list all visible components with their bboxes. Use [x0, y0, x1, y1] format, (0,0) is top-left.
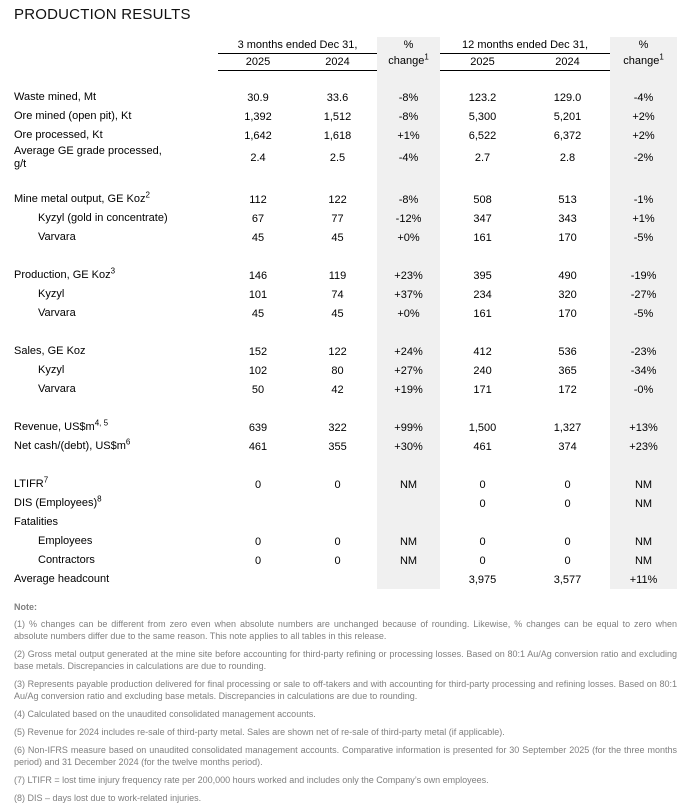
row-label: Kyzyl: [38, 288, 65, 300]
header-row-groups: [14, 37, 677, 54]
row-label: Kyzyl (gold in concentrate): [38, 212, 168, 224]
cell-3m-2024: 119: [328, 269, 347, 282]
cell-3m-2024: 1,618: [323, 129, 352, 142]
cell-3m-change: -12%: [377, 209, 440, 228]
footnote-ref-2: 2: [145, 190, 150, 200]
footnotes-section: [14, 602, 677, 804]
cell-12m-change: +2%: [610, 126, 677, 145]
cell-12m-2024: 2.8: [559, 152, 576, 164]
cell-12m-2025: 461: [473, 440, 492, 453]
footnote-6: (6) Non-IFRS measure based on unaudited consolidated management accounts. Comparative information is presented for 30 September 2025 (for the three months period) and 31 December 2024 (for the twelve months period).: [14, 745, 677, 767]
row-label: Revenue, $US\$m^{4, 5}$: [14, 418, 109, 433]
cell-3m-2025: 0: [254, 478, 262, 491]
cell-12m-change: NM: [610, 475, 677, 494]
spacer-row: [14, 399, 677, 418]
cell-12m-change: NM: [610, 551, 677, 570]
cell-3m-change: +37%: [377, 285, 440, 304]
row-label: Employees: [38, 535, 93, 547]
cell-12m-2025: 2.7: [474, 152, 491, 164]
cell-12m-2025: 234: [473, 288, 492, 301]
cell-3m-2024: 322: [328, 421, 347, 434]
row-label: Net cash/(debt), $US\$m^6$: [14, 437, 131, 452]
row-label: Varvara: [38, 383, 76, 395]
row-label: Sales, GE Koz: [14, 345, 86, 357]
footnote-ref-6: 6: [125, 437, 131, 447]
cell-12m-change: NM: [610, 494, 677, 513]
page-title: PRODUCTION RESULTS: [14, 6, 191, 23]
table-row-production: [14, 266, 677, 285]
cell-3m-2025: [218, 494, 298, 513]
spacer-row: [14, 71, 677, 89]
cell-3m-change: NM: [377, 551, 440, 570]
cell-12m-2025: 395: [473, 269, 492, 282]
spacer-row: [14, 171, 677, 190]
row-label: DIS (Employees)$^8$: [14, 494, 102, 509]
cell-12m-2025: 0: [479, 535, 486, 548]
footnote-ref-7: 7: [43, 475, 49, 485]
footnote-7: (7) LTIFR = lost time injury frequency rate per 200,000 hours worked and includes only the Company’s own employees.: [14, 775, 489, 785]
table-row-sales: [14, 342, 677, 361]
cell-3m-2025: 639: [248, 421, 268, 434]
cell-12m-2024: 5,201: [553, 110, 582, 123]
cell-12m-2024: 0: [564, 535, 571, 548]
cell-3m-2025: [218, 513, 298, 532]
footnote-ref-4-5: 4, 5: [94, 418, 109, 428]
cell-12m-2025: 0: [479, 554, 486, 567]
cell-12m-2025: 171: [473, 383, 492, 396]
table-row-production-varvara: [14, 304, 677, 323]
cell-12m-2025: 347: [473, 212, 492, 225]
row-label: Ore mined (open pit), Kt: [14, 110, 132, 122]
cell-12m-change: -27%: [610, 285, 677, 304]
header-label-spacer: [14, 37, 218, 54]
cell-12m-2024: 170: [558, 231, 577, 244]
cell-3m-2024: [298, 570, 377, 589]
cell-3m-2025: 1,392: [244, 110, 272, 123]
cell-3m-change: [377, 513, 440, 532]
cell-3m-2025: 0: [254, 535, 262, 548]
cell-3m-2024: 45: [331, 231, 344, 244]
spacer-row: [14, 247, 677, 266]
row-label: Average headcount: [14, 573, 110, 585]
cell-12m-2024: 6,372: [553, 129, 582, 142]
table-row-ore-processed: [14, 126, 677, 145]
cell-12m-2024: 0: [564, 554, 571, 567]
footnote-3: (3) Represents payable production delivered for final processing or sale to off-takers and with accounting for third-party processing and refining losses. Based on 80:1 Au/Ag conversion ratio and excluding base metals. Discrepancies in calculations are due to rounding.: [14, 679, 677, 701]
cell-12m-change: -34%: [610, 361, 677, 380]
table-row-sales-kyzyl: [14, 361, 677, 380]
table-row-ltifr: [14, 475, 677, 494]
cell-3m-2025: 146: [248, 269, 268, 282]
row-label: Fatalities: [14, 516, 59, 528]
notes-heading: Note:: [14, 602, 37, 612]
col-header-2024-3m: 2024: [298, 54, 377, 71]
cell-3m-2024: [298, 494, 377, 513]
cell-12m-2024: 3,577: [553, 573, 582, 586]
cell-12m-2024: 365: [558, 364, 577, 377]
cell-12m-change: -2%: [610, 145, 677, 171]
cell-12m-2025: 412: [473, 345, 492, 358]
cell-12m-2025: 5,300: [468, 110, 497, 123]
cell-12m-2024: 374: [558, 440, 577, 453]
cell-3m-2025: 67: [251, 212, 265, 225]
cell-3m-2025: [218, 570, 298, 589]
cell-12m-change: +2%: [610, 107, 677, 126]
cell-12m-2024: 0: [564, 478, 571, 491]
table-row-average-headcount: [14, 570, 677, 589]
cell-3m-change: NM: [377, 475, 440, 494]
cell-12m-2024: 513: [558, 193, 577, 206]
footnote-ref-1: 1: [424, 52, 429, 62]
cell-3m-2025: 50: [251, 383, 265, 396]
row-label: Varvara: [38, 307, 76, 319]
cell-3m-2024: 122: [328, 193, 347, 206]
cell-3m-2024: 355: [328, 440, 347, 453]
pct-sign: %: [638, 39, 649, 51]
table-row-dis-employees: [14, 494, 677, 513]
production-results-table: [14, 37, 677, 589]
table-row-fatalities: [14, 513, 677, 532]
cell-3m-2024: 0: [334, 554, 341, 567]
table-row-fatalities-contractors: [14, 551, 677, 570]
cell-3m-change: +99%: [377, 418, 440, 437]
table-row-production-kyzyl: [14, 285, 677, 304]
cell-3m-2025: 152: [248, 345, 268, 358]
cell-3m-change: -8%: [377, 190, 440, 209]
row-label: Mine metal output, GE Koz$^2$: [14, 190, 150, 205]
table-row-average-grade: [14, 145, 677, 171]
cell-12m-change: -19%: [610, 266, 677, 285]
cell-3m-change: +0%: [377, 304, 440, 323]
cell-12m-2025: [440, 513, 525, 532]
cell-3m-change: +1%: [377, 126, 440, 145]
cell-12m-2024: 1,327: [553, 421, 582, 434]
cell-12m-change: -4%: [610, 88, 677, 107]
cell-3m-2024: 33.6: [326, 91, 349, 104]
footnote-4: (4) Calculated based on the unaudited consolidated management accounts.: [14, 709, 316, 719]
row-label: Average GE grade processed, g/t: [14, 145, 162, 170]
footnote-1: (1) % changes can be different from zero even when absolute numbers are unchanged because of rounding. Likewise, % changes can be equal to zero when absolute numbers differ due to the same reason. This note applies to all tables in this release.: [14, 619, 677, 641]
footnote-5: (5) Revenue for 2024 includes re-sale of third-party metal. Sales are shown net of re-sale of third-party metal (if applicable).: [14, 727, 505, 737]
row-label: Varvara: [38, 231, 76, 243]
cell-3m-2025: 30.9: [247, 91, 269, 104]
cell-12m-2025: 6,522: [468, 129, 497, 142]
cell-12m-2025: 3,975: [468, 573, 497, 586]
cell-12m-change: -0%: [610, 380, 677, 399]
cell-12m-2025: 508: [473, 193, 492, 206]
cell-3m-change: -4%: [377, 145, 440, 171]
cell-12m-2024: 0: [564, 497, 571, 510]
cell-12m-2024: 170: [558, 307, 577, 320]
table-row-ore-mined: [14, 107, 677, 126]
cell-3m-change: +19%: [377, 380, 440, 399]
cell-3m-2025: 101: [248, 288, 268, 301]
cell-12m-change: [610, 513, 677, 532]
cell-3m-2024: [298, 513, 377, 532]
footnote-8: (8) DIS – days lost due to work-related injuries.: [14, 793, 202, 803]
footnote-ref-3: 3: [110, 266, 116, 276]
cell-3m-2024: 45: [331, 307, 344, 320]
cell-12m-2025: 0: [479, 478, 486, 491]
col-header-2024-12m: 2024: [525, 54, 610, 71]
header-row-years: [14, 54, 677, 71]
table-row-revenue: [14, 418, 677, 437]
cell-3m-2024: 122: [328, 345, 347, 358]
cell-12m-2024: 490: [558, 269, 577, 282]
cell-3m-2025: 1,642: [244, 129, 272, 142]
cell-3m-2025: 2.4: [250, 152, 266, 164]
row-label: Contractors: [38, 554, 95, 566]
footnote-ref-1: 1: [659, 52, 664, 62]
cell-12m-change: -5%: [610, 304, 677, 323]
table-row-fatalities-employees: [14, 532, 677, 551]
cell-12m-2025: 161: [473, 231, 492, 244]
footnote-ref-8: 8: [97, 494, 102, 504]
col-header-pct-change-12m: [610, 37, 677, 71]
cell-12m-2024: 343: [558, 212, 577, 225]
cell-12m-2024: 129.0: [553, 91, 582, 104]
table-row-mine-metal-output: [14, 190, 677, 209]
cell-3m-2025: 45: [251, 231, 265, 244]
cell-3m-2024: 0: [334, 478, 341, 491]
cell-3m-2024: 42: [331, 383, 344, 396]
pct-change-word: change$^1$: [623, 52, 664, 67]
cell-3m-2025: 102: [248, 364, 268, 377]
cell-12m-2025: 240: [473, 364, 492, 377]
cell-3m-change: -8%: [377, 107, 440, 126]
row-label: Ore processed, Kt: [14, 129, 103, 141]
row-label: Production, GE Koz$^3$: [14, 266, 116, 281]
cell-12m-2024: 536: [558, 345, 577, 358]
cell-3m-change: +27%: [377, 361, 440, 380]
cell-3m-change: +30%: [377, 437, 440, 456]
cell-12m-2025: 1,500: [468, 421, 497, 434]
cell-12m-2025: 123.2: [468, 91, 497, 104]
cell-12m-change: +13%: [610, 418, 677, 437]
cell-3m-2024: 80: [331, 364, 344, 377]
col-header-2025-12m: 2025: [440, 54, 525, 71]
cell-3m-change: [377, 570, 440, 589]
cell-12m-change: -23%: [610, 342, 677, 361]
footnote-2: (2) Gross metal output generated at the mine site before accounting for third-party refining or processing losses. Based on 80:1 Au/Ag conversion ratio and excluding base metals. Discrepancies in calculations are due to rounding.: [14, 649, 677, 671]
cell-3m-change: [377, 494, 440, 513]
row-label: LTIFR$^7$: [14, 475, 49, 490]
cell-12m-change: +11%: [610, 570, 677, 589]
row-label: Waste mined, Mt: [14, 91, 97, 103]
spacer-row: [14, 456, 677, 475]
cell-3m-change: -8%: [377, 88, 440, 107]
table-row-output-varvara: [14, 228, 677, 247]
cell-12m-2024: [525, 513, 610, 532]
col-header-2025-3m: 2025: [218, 54, 298, 71]
cell-12m-2024: 320: [558, 288, 577, 301]
cell-3m-2024: 2.5: [329, 152, 346, 164]
cell-12m-change: -5%: [610, 228, 677, 247]
cell-12m-change: +23%: [610, 437, 677, 456]
table-row-waste-mined: [14, 88, 677, 107]
cell-3m-2024: 77: [331, 212, 344, 225]
header-label-spacer: [14, 54, 218, 71]
cell-12m-change: NM: [610, 532, 677, 551]
pct-sign: %: [403, 39, 414, 51]
cell-3m-2025: 461: [248, 440, 268, 453]
cell-3m-change: +0%: [377, 228, 440, 247]
cell-3m-2024: 0: [334, 535, 341, 548]
spacer-row: [14, 323, 677, 342]
cell-3m-2024: 74: [331, 288, 344, 301]
table-row-sales-varvara: [14, 380, 677, 399]
table-row-net-cash-debt: [14, 437, 677, 456]
cell-3m-2024: 1,512: [323, 110, 352, 123]
col-header-pct-change-3m: [377, 37, 440, 71]
cell-12m-2025: 161: [473, 307, 492, 320]
cell-3m-change: +24%: [377, 342, 440, 361]
cell-12m-change: -1%: [610, 190, 677, 209]
col-group-12-months: 12 months ended Dec 31,: [440, 37, 610, 54]
cell-3m-2025: 112: [249, 193, 267, 206]
table-row-output-kyzyl: [14, 209, 677, 228]
pct-change-word: change$^1$: [388, 52, 429, 67]
cell-12m-2025: 0: [479, 497, 486, 510]
cell-12m-change: +1%: [610, 209, 677, 228]
row-label: Kyzyl: [38, 364, 65, 376]
col-group-3-months: 3 months ended Dec 31,: [218, 37, 377, 54]
cell-3m-change: NM: [377, 532, 440, 551]
cell-3m-2025: 0: [254, 554, 262, 567]
cell-3m-change: +23%: [377, 266, 440, 285]
cell-12m-2024: 172: [558, 383, 577, 396]
cell-3m-2025: 45: [251, 307, 265, 320]
